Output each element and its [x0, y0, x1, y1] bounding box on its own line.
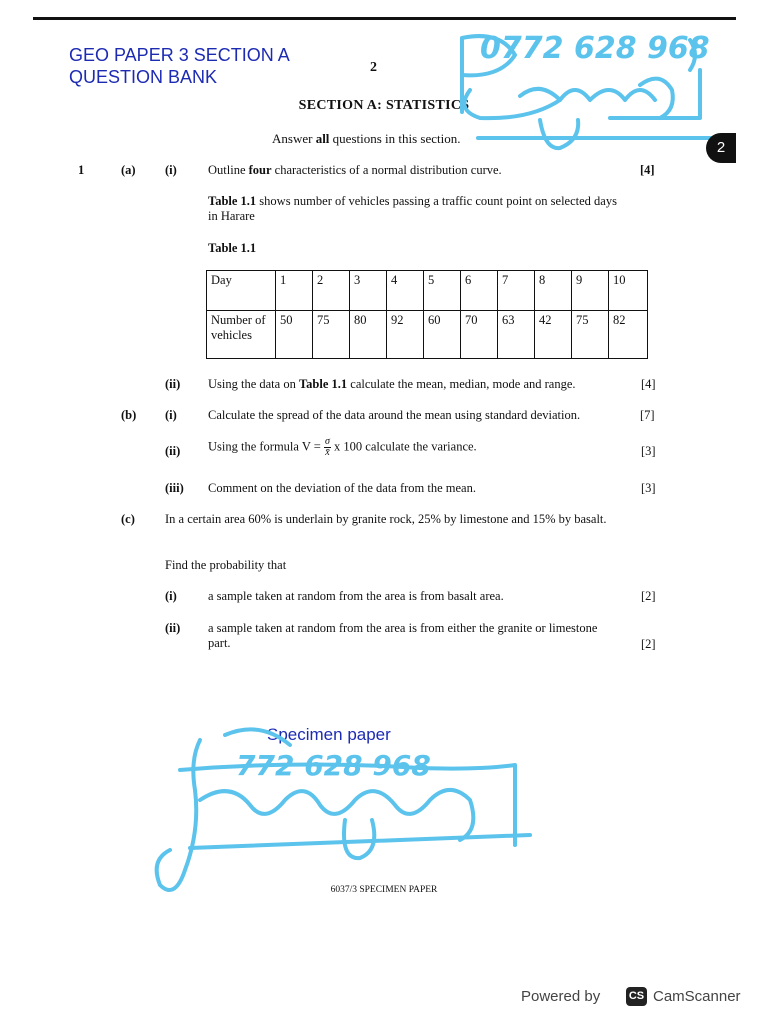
- page-number: 2: [370, 60, 377, 75]
- part-c-i-marks: [2]: [641, 589, 656, 603]
- section-title: SECTION A: STATISTICS: [298, 98, 470, 113]
- table-cell: 50: [276, 311, 313, 359]
- part-c-ii-label: (ii): [165, 621, 181, 635]
- part-b-ii-text: Using the formula V = $\frac{\sigma}{x̄}$ x 100 calculate the variance.: [208, 436, 477, 458]
- part-a-ii-text: Using the data on Table 1.1 calculate the mean, median, mode and range.: [208, 377, 576, 391]
- table-header-day: Day: [207, 271, 276, 311]
- table-cell: 6: [461, 271, 498, 311]
- question-number: 1: [78, 163, 85, 177]
- part-c-label: (c): [121, 512, 135, 526]
- table-cell: 9: [572, 271, 609, 311]
- part-a-ii-label: (ii): [165, 377, 181, 391]
- part-a-label: (a): [121, 163, 136, 177]
- table-cell: 8: [535, 271, 572, 311]
- vehicles-table: [206, 270, 648, 359]
- table-title: Table 1.1: [208, 241, 257, 255]
- part-b-iii-label: (iii): [165, 481, 184, 495]
- part-c-text: In a certain area 60% is underlain by granite rock, 25% by limestone and 15% by basalt.: [165, 512, 607, 526]
- part-a-i-marks: [4]: [640, 163, 655, 177]
- part-b-i-text: Calculate the spread of the data around the mean using standard deviation.: [208, 408, 581, 422]
- table-cell: 70: [461, 311, 498, 359]
- page-badge: 2: [706, 133, 736, 163]
- variance-fraction: $\frac{\sigma}{x̄}$: [324, 436, 330, 458]
- footer-paper-code: 6037/3 SPECIMEN PAPER: [330, 885, 438, 895]
- table-intro: Table 1.1 shows number of vehicles passing a traffic count point on selected days in Harare: [208, 194, 617, 223]
- table-row-vehicles: [207, 311, 648, 359]
- phone-number-top: 0772 628 968: [480, 31, 710, 66]
- part-b-ii-label: (ii): [165, 444, 181, 458]
- part-c-ii-text: a sample taken at random from the area is from either the granite or limestone part.: [208, 621, 598, 650]
- part-b-label: (b): [121, 408, 137, 422]
- part-c-ii-marks: [2]: [641, 637, 656, 651]
- part-c-prompt: Find the probability that: [165, 558, 287, 572]
- table-cell: 2: [313, 271, 350, 311]
- part-b-iii-marks: [3]: [641, 481, 656, 495]
- table-cell: 3: [350, 271, 387, 311]
- part-b-i-marks: [7]: [640, 408, 655, 422]
- table-cell: 63: [498, 311, 535, 359]
- table-cell: 10: [609, 271, 648, 311]
- phone-number-bottom: 772 628 968: [236, 749, 431, 782]
- camscanner-name: CamScanner: [653, 988, 741, 1005]
- table-cell: 1: [276, 271, 313, 311]
- part-b-i-label: (i): [165, 408, 177, 422]
- part-c-i-label: (i): [165, 589, 177, 603]
- specimen-label: Specimen paper: [267, 725, 391, 744]
- part-b-ii-marks: [3]: [641, 444, 656, 458]
- header-line-1: GEO PAPER 3 SECTION A: [69, 45, 290, 65]
- instruction: Answer all questions in this section.: [272, 131, 461, 146]
- part-b-iii-text: Comment on the deviation of the data from the mean.: [208, 481, 476, 495]
- table-cell: 75: [572, 311, 609, 359]
- paper-header: [69, 44, 290, 88]
- powered-by-text: Powered by: [521, 988, 601, 1005]
- header-line-2: QUESTION BANK: [69, 67, 218, 87]
- part-a-ii-marks: [4]: [641, 377, 656, 391]
- table-cell: 82: [609, 311, 648, 359]
- table-row-day: [207, 271, 648, 311]
- table-cell: 4: [387, 271, 424, 311]
- table-cell: 5: [424, 271, 461, 311]
- table-cell: 80: [350, 311, 387, 359]
- part-a-i-label: (i): [165, 163, 177, 177]
- table-cell: 75: [313, 311, 350, 359]
- part-a-i-text: Outline four characteristics of a normal distribution curve.: [208, 163, 502, 177]
- table-cell: 7: [498, 271, 535, 311]
- top-rule: [33, 17, 736, 20]
- table-cell: 42: [535, 311, 572, 359]
- table-cell: 60: [424, 311, 461, 359]
- table-cell: 92: [387, 311, 424, 359]
- camscanner-logo-icon: CS: [626, 987, 647, 1006]
- table-header-vehicles: Number of vehicles: [207, 311, 276, 359]
- part-c-i-text: a sample taken at random from the area is from basalt area.: [208, 589, 504, 603]
